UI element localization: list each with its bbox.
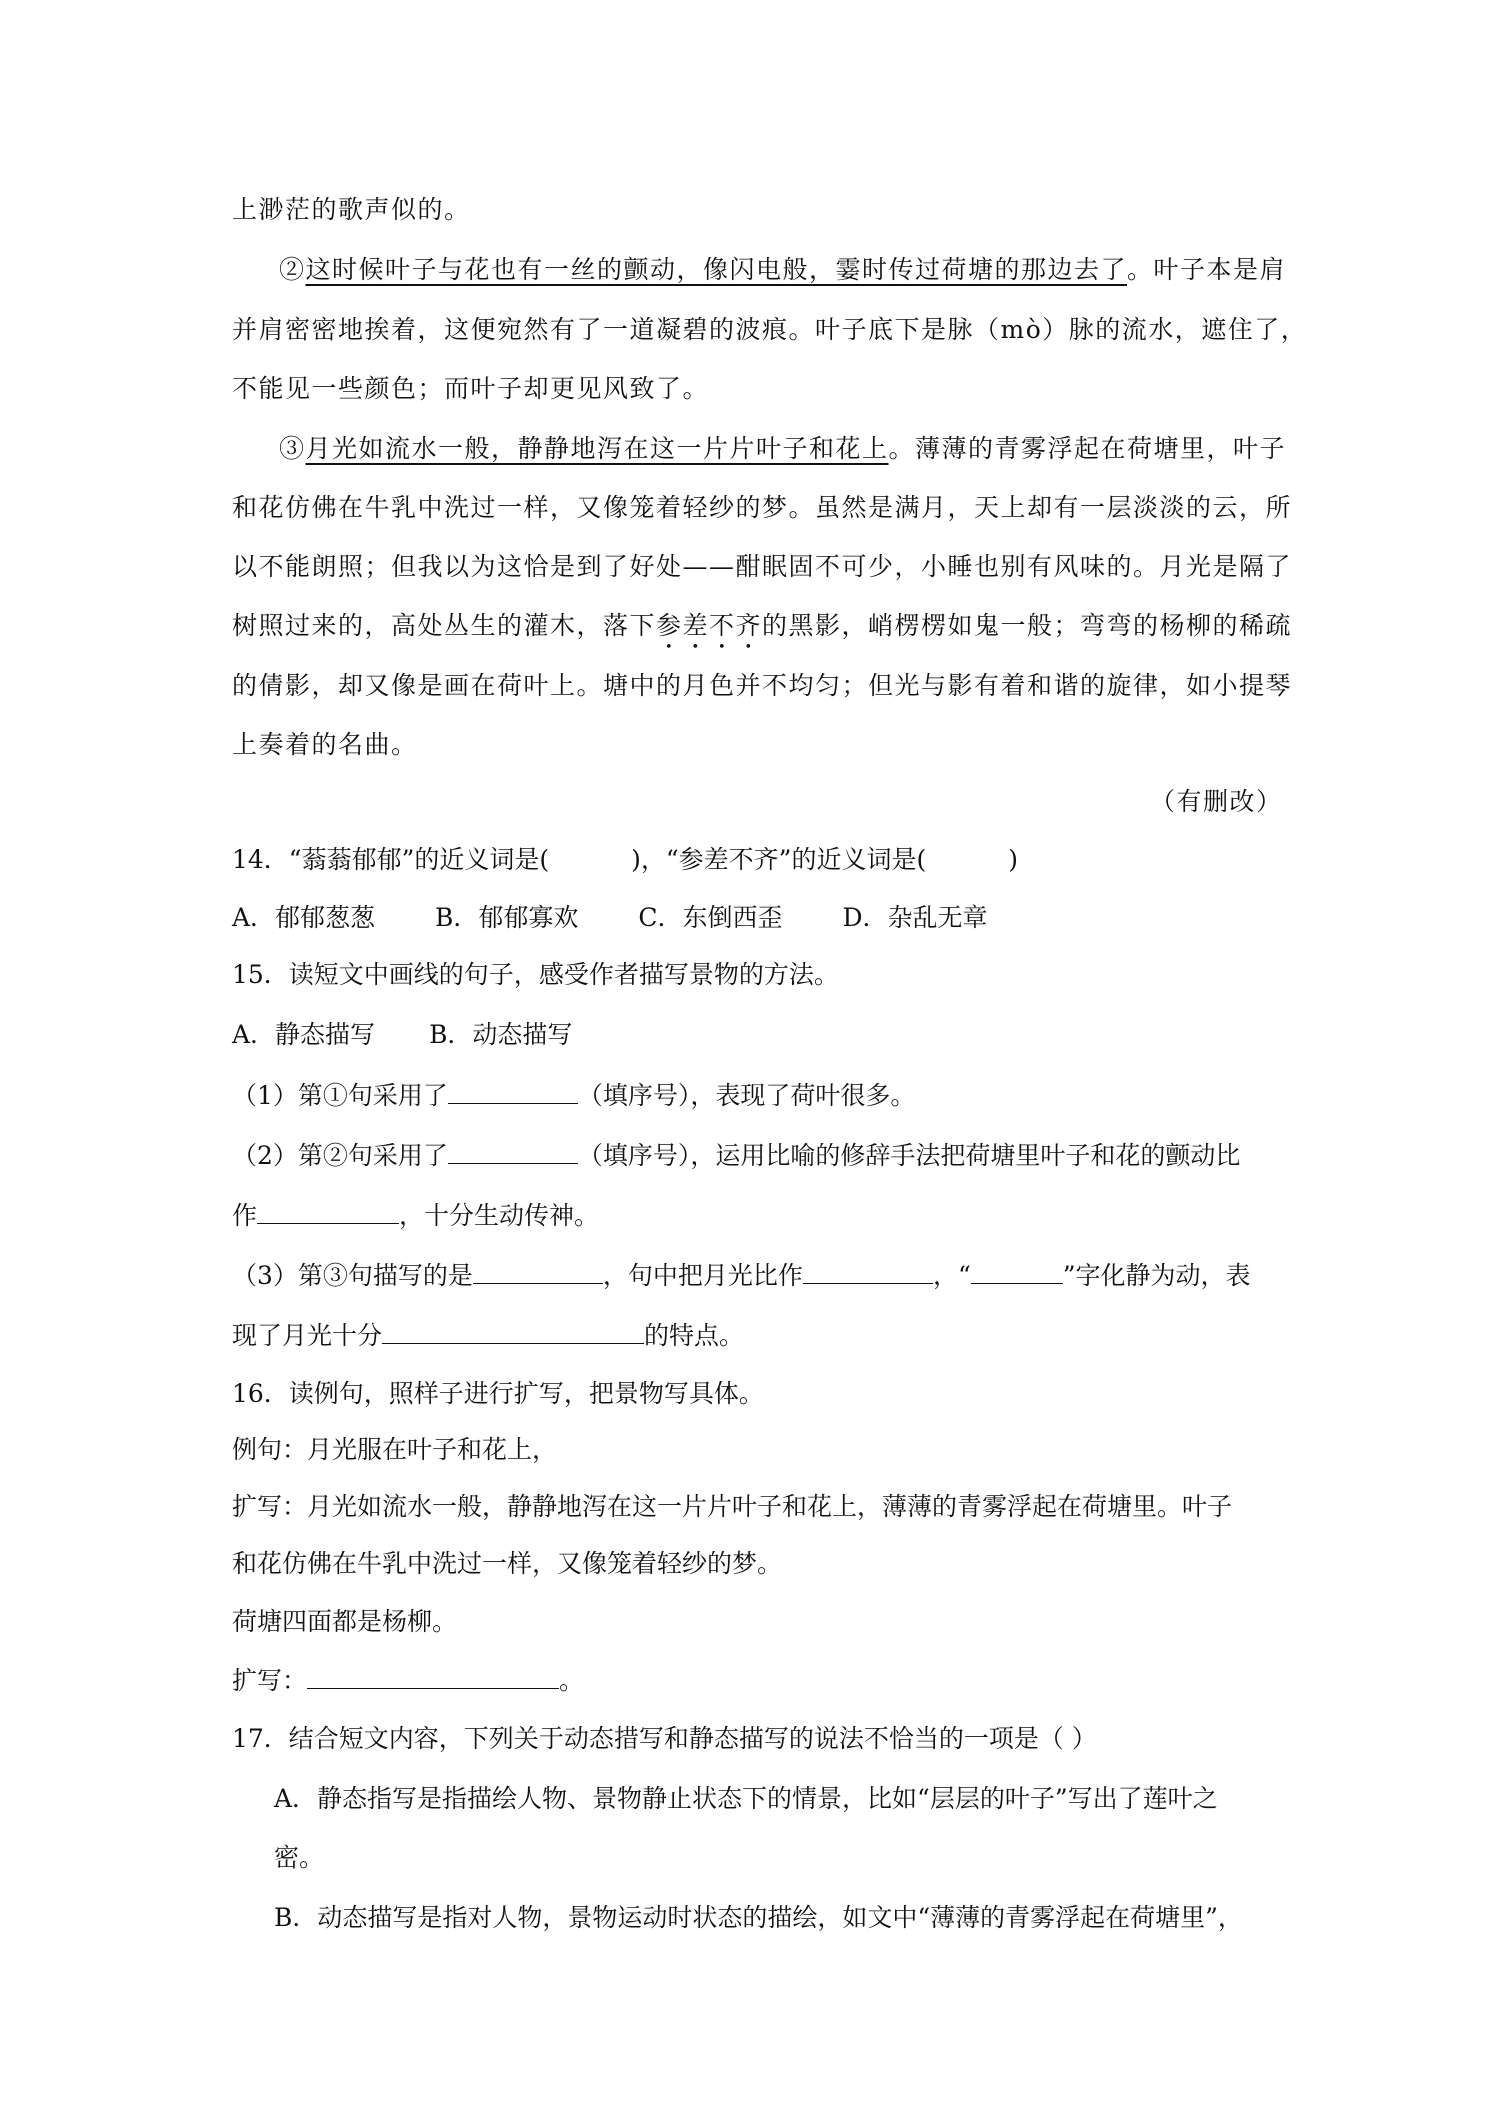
answer-blank[interactable] bbox=[473, 1257, 603, 1284]
text: 和花仿佛在牛乳中洗过一样，又像笼着轻纱的梦。 bbox=[232, 1549, 783, 1578]
question-16-answer bbox=[232, 1662, 584, 1699]
question-14 bbox=[232, 842, 1018, 878]
question-17-option-b[interactable] bbox=[274, 1900, 1243, 1936]
passage-paragraph-3 bbox=[279, 431, 1286, 467]
passage-line bbox=[232, 668, 1292, 704]
question-15-options bbox=[232, 1017, 572, 1053]
text: 不能见一些颜色；而叶子却更见风致了。 bbox=[232, 374, 710, 403]
dotted-phrase: 参差不齐 bbox=[656, 611, 763, 640]
text: ”字化静为动，表 bbox=[1062, 1261, 1251, 1290]
text: 。叶子本是肩 bbox=[1127, 255, 1287, 284]
text: 密。 bbox=[274, 1843, 325, 1872]
text: 作 bbox=[232, 1201, 258, 1230]
question-17-option-a-cont bbox=[274, 1840, 324, 1876]
text: ，十分生动传神。 bbox=[399, 1201, 600, 1230]
question-16-task bbox=[232, 1604, 457, 1640]
text: 以不能朗照；但我以为这恰是到了好处——酣眠固不可少，小睡也别有风味的。月光是隔了 bbox=[232, 552, 1293, 581]
option-c[interactable]: C．东倒西歪 bbox=[638, 903, 783, 932]
text: （2）第②句采用了 bbox=[232, 1141, 448, 1170]
text: 16．读例句，照样子进行扩写，把景物写具体。 bbox=[232, 1379, 764, 1408]
text: 17．结合短文内容，下列关于动态措写和静态描写的说法不恰当的一项是（ ） bbox=[232, 1724, 1097, 1753]
passage-line bbox=[232, 549, 1292, 585]
text: 的倩影，却又像是画在荷叶上。塘中的月色并不均匀；但光与影有着和谐的旋律，如小提琴 bbox=[232, 671, 1293, 700]
text: ) bbox=[1008, 845, 1018, 874]
question-17-option-a[interactable] bbox=[274, 1781, 1218, 1817]
question-15-sub-2-cont bbox=[232, 1197, 599, 1234]
question-15-sub-3-cont bbox=[232, 1317, 744, 1354]
passage-line bbox=[232, 192, 471, 228]
text: 荷塘四面都是杨柳。 bbox=[232, 1607, 458, 1636]
question-15-sub-2 bbox=[232, 1137, 1240, 1174]
question-15-sub-3 bbox=[232, 1257, 1251, 1294]
text: 14．“蓊蓊郁郁”的近义词是( bbox=[232, 845, 550, 874]
answer-blank[interactable] bbox=[448, 1137, 578, 1164]
passage-line bbox=[232, 608, 1292, 655]
passage-line bbox=[232, 312, 1307, 348]
text: 例句：月光服在叶子和花上， bbox=[232, 1435, 558, 1464]
passage-line bbox=[232, 371, 709, 407]
option-b[interactable]: B．动态描写 bbox=[429, 1020, 573, 1049]
question-15-sub-1 bbox=[232, 1077, 915, 1114]
text: ，“ bbox=[932, 1261, 971, 1290]
question-16 bbox=[232, 1376, 764, 1412]
answer-blank[interactable] bbox=[307, 1662, 559, 1689]
text: 15．读短文中画线的句子，感受作者描写景物的方法。 bbox=[232, 960, 839, 989]
option-d[interactable]: D．杂乱无章 bbox=[842, 903, 988, 932]
answer-blank[interactable] bbox=[803, 1257, 933, 1284]
text: （1）第①句采用了 bbox=[232, 1081, 448, 1110]
text: 的黑影，峭楞楞如鬼一般；弯弯的杨柳的稀疏 bbox=[762, 611, 1293, 640]
question-16-expansion bbox=[232, 1489, 1232, 1525]
question-14-options bbox=[232, 900, 987, 936]
sentence-marker: ② bbox=[279, 255, 306, 284]
text: B．动态描写是指对人物，景物运动时状态的描绘，如文中“薄薄的青雾浮起在荷塘里”， bbox=[274, 1903, 1243, 1932]
text: 扩写：月光如流水一般，静静地泻在这一片片叶子和花上，薄薄的青雾浮起在荷塘里。叶子 bbox=[232, 1492, 1233, 1521]
text: ，句中把月光比作 bbox=[602, 1261, 803, 1290]
text: 树照过来的，高处丛生的灌木，落下 bbox=[232, 611, 657, 640]
text: A．静态指写是指描绘人物、景物静止状态下的情景，比如“层层的叶子”写出了莲叶之 bbox=[274, 1784, 1218, 1813]
question-15 bbox=[232, 957, 839, 993]
passage-paragraph-2 bbox=[279, 252, 1286, 288]
text: 并肩密密地挨着，这便宛然有了一道凝碧的波痕。叶子底下是脉（mò）脉的流水，遮住了， bbox=[232, 315, 1308, 344]
text: （3）第③句描写的是 bbox=[232, 1261, 473, 1290]
underlined-sentence-2: 这时候叶子与花也有一丝的颤动，像闪电般，霎时传过荷塘的那边去了 bbox=[305, 255, 1128, 284]
text: 的特点。 bbox=[644, 1321, 745, 1350]
source-note bbox=[1150, 784, 1283, 820]
text: 。 bbox=[559, 1666, 585, 1695]
text: 上奏着的名曲。 bbox=[232, 730, 418, 759]
text: （填序号），运用比喻的修辞手法把荷塘里叶子和花的颤动比 bbox=[577, 1141, 1241, 1170]
text: （填序号），表现了荷叶很多。 bbox=[577, 1081, 916, 1110]
question-16-example bbox=[232, 1432, 557, 1468]
option-a[interactable]: A．静态描写 bbox=[232, 1020, 376, 1049]
underlined-sentence-3: 月光如流水一般，静静地泻在这一片片叶子和花上 bbox=[305, 434, 889, 463]
passage-line bbox=[232, 490, 1292, 526]
option-a[interactable]: A．郁郁葱葱 bbox=[232, 903, 376, 932]
sentence-marker: ③ bbox=[279, 434, 306, 463]
text: 和花仿佛在牛乳中洗过一样，又像笼着轻纱的梦。虽然是满月，天上却有一层淡淡的云，所 bbox=[232, 493, 1293, 522]
text: 现了月光十分 bbox=[232, 1321, 383, 1350]
text: （有删改） bbox=[1150, 787, 1283, 816]
text: 。薄薄的青雾浮起在荷塘里，叶子 bbox=[888, 434, 1287, 463]
answer-blank[interactable] bbox=[448, 1077, 578, 1104]
question-17 bbox=[232, 1721, 1097, 1757]
option-b[interactable]: B．郁郁寡欢 bbox=[435, 903, 579, 932]
text: 扩写： bbox=[232, 1666, 308, 1695]
text: )，“参差不齐”的近义词是( bbox=[631, 845, 927, 874]
answer-blank[interactable] bbox=[257, 1197, 399, 1224]
text: 上渺茫的歌声似的。 bbox=[232, 195, 471, 224]
passage-line bbox=[232, 727, 418, 763]
answer-blank[interactable] bbox=[971, 1257, 1063, 1284]
question-16-expansion-cont bbox=[232, 1546, 782, 1582]
answer-blank[interactable] bbox=[382, 1317, 644, 1344]
